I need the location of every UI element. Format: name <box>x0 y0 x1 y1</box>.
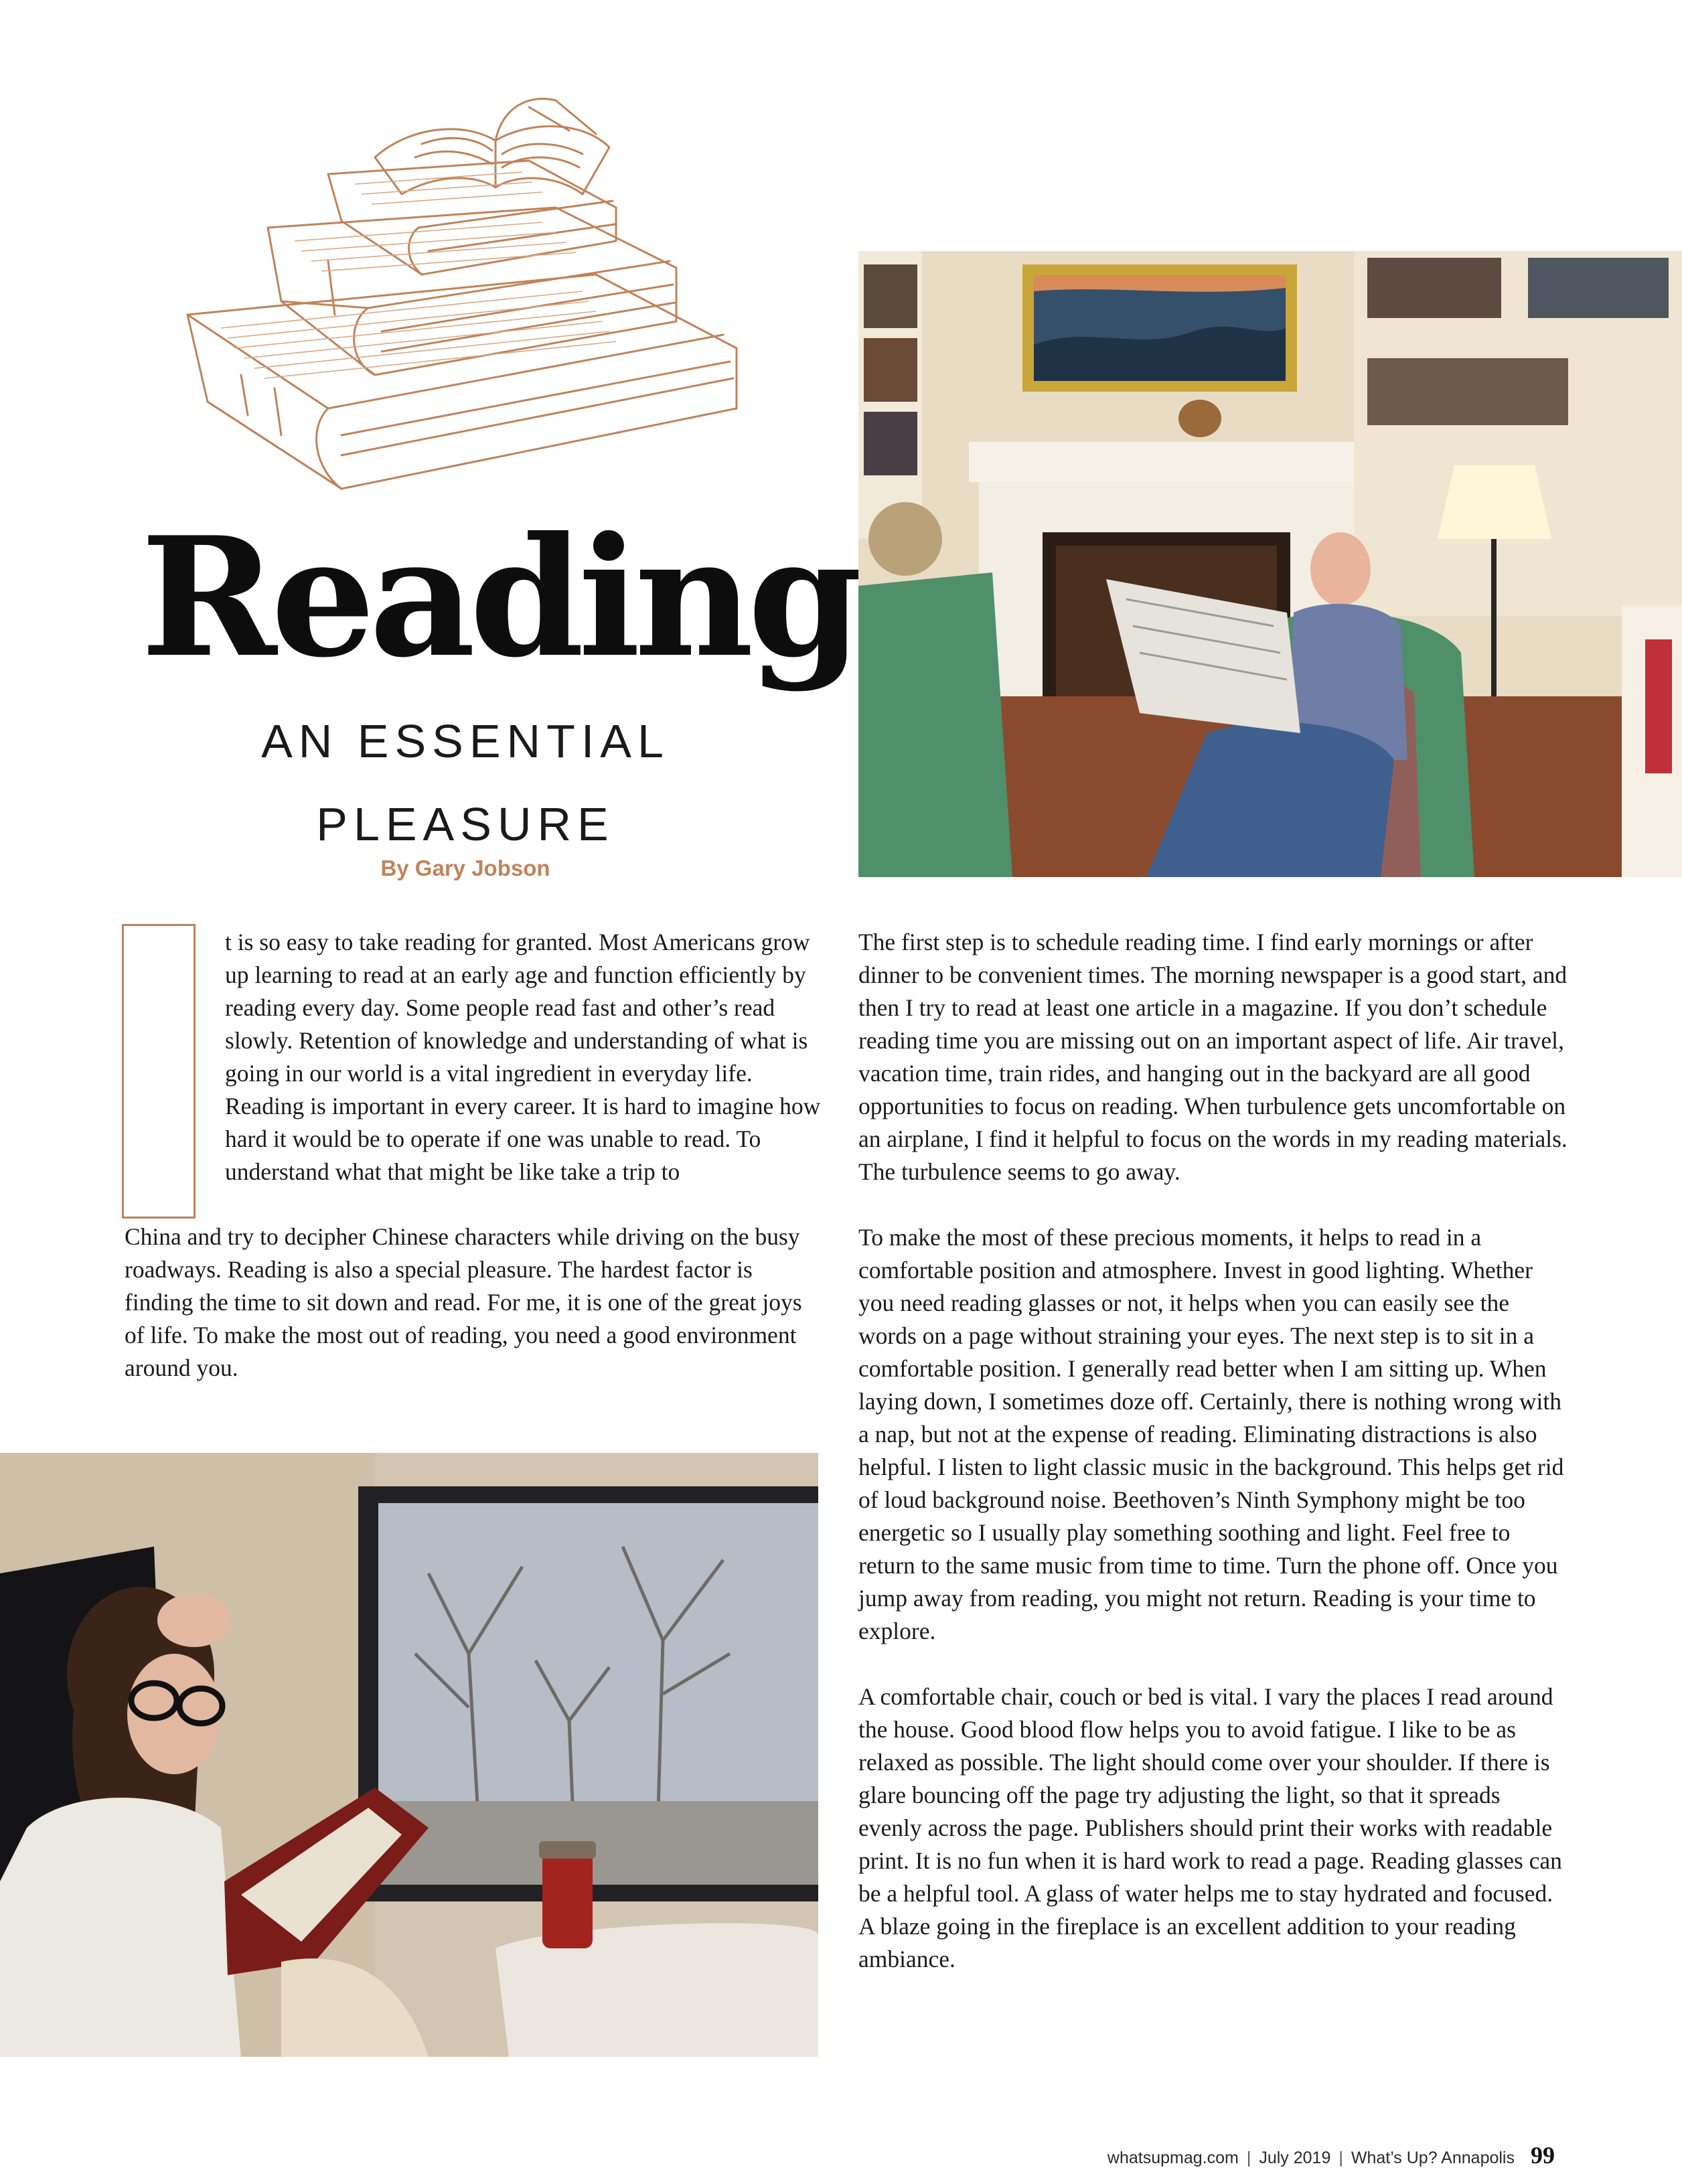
train-reading-photo <box>0 1453 818 2057</box>
intro-paragraph-bottom: China and try to decipher Chinese characters while driving on the busy roadways. Reading is also a special pleasure. The hardest factor is finding the time to sit down and read. For me, it is one of the great joys of life. To make the most out of reading, you need a good environment around you. <box>125 1223 802 1381</box>
body-paragraph-1: The first step is to schedule reading time. I find early mornings or after dinner to be convenient times. The morning newspaper is a good start, and then I try to read at least one article in a magazine. If you don’t schedule reading time you are missing out on an important aspect of life. Air travel, vacation time, train rides, and hanging out in the backyard are all good opportunities to focus on reading. When turbulence gets uncomfortable on an airplane, I find it helpful to focus on the words in my reading materials. The turbulence seems to go away. <box>858 929 1568 1185</box>
byline: By Gary Jobson <box>380 856 550 880</box>
article-title: Reading <box>141 501 857 694</box>
footer-website: whatsupmag.com <box>1107 2149 1239 2167</box>
subtitle-line-2: PLEASURE <box>316 798 615 850</box>
subtitle-line-1: AN ESSENTIAL <box>261 715 670 767</box>
living-room-reading-photo <box>858 251 1682 877</box>
right-column <box>858 926 1570 1976</box>
body-paragraph-3: A comfortable chair, couch or bed is vital. I vary the places I read around the house. Good blood flow helps you to avoid fatigue. I like to be as relaxed as possible. The light should come over your shoulder. If there is glare bouncing off the page try adjusting the light, so that it spreads evenly across the page. Publishers should print their works with readable print. It is no fun when it is hard work to read a page. Reading glasses can be a helpful tool. A glass of water helps me to stay hydrated and focused. A blaze going in the fireplace is an excellent addition to your reading ambiance. <box>858 1683 1562 1972</box>
article-subtitle <box>201 700 730 866</box>
drop-cap-letter <box>124 926 125 927</box>
footer-separator: | <box>1246 2149 1251 2167</box>
footer-issue: July 2019 <box>1259 2149 1331 2167</box>
page-footer <box>1107 2141 1555 2169</box>
page-number: 99 <box>1531 2142 1555 2169</box>
footer-publication: What’s Up? Annapolis <box>1351 2149 1515 2167</box>
body-paragraph-2: To make the most of these precious moments, it helps to read in a comfortable position and atmosphere. Invest in good lighting. Whether you need reading glasses or not, it helps when you can easily see the words on a page without straining your eyes. The next step is to sit in a comfortable position. I generally read better when I am sitting up. When laying down, I sometimes doze off. Certainly, there is nothing wrong with a nap, but not at the expense of reading. Eliminating distractions is also helpful. I listen to light classic music in the background. This helps get rid of loud background noise. Beethoven’s Ninth Symphony might be too energetic so I usually play something soothing and light. Feel free to return to the same music from time to time. Turn the phone off. Once you jump away from reading, you might not return. Reading is your time to explore. <box>858 1224 1564 1644</box>
footer-separator: | <box>1339 2149 1343 2167</box>
drop-cap <box>122 924 196 1219</box>
intro-paragraph-top: t is so easy to take reading for granted. Most Americans grow up learning to read at an early age and function efficiently by reading every day. Some people read fast and other’s read slowly. Retention of knowledge and understanding of what is going in our world is a vital ingredient in everyday life. Reading is important in every career. It is hard to imagine how hard it would be to operate if one was unable to read. To understand what that might be like take a trip to <box>225 929 821 1185</box>
stacked-books-illustration <box>181 94 783 509</box>
